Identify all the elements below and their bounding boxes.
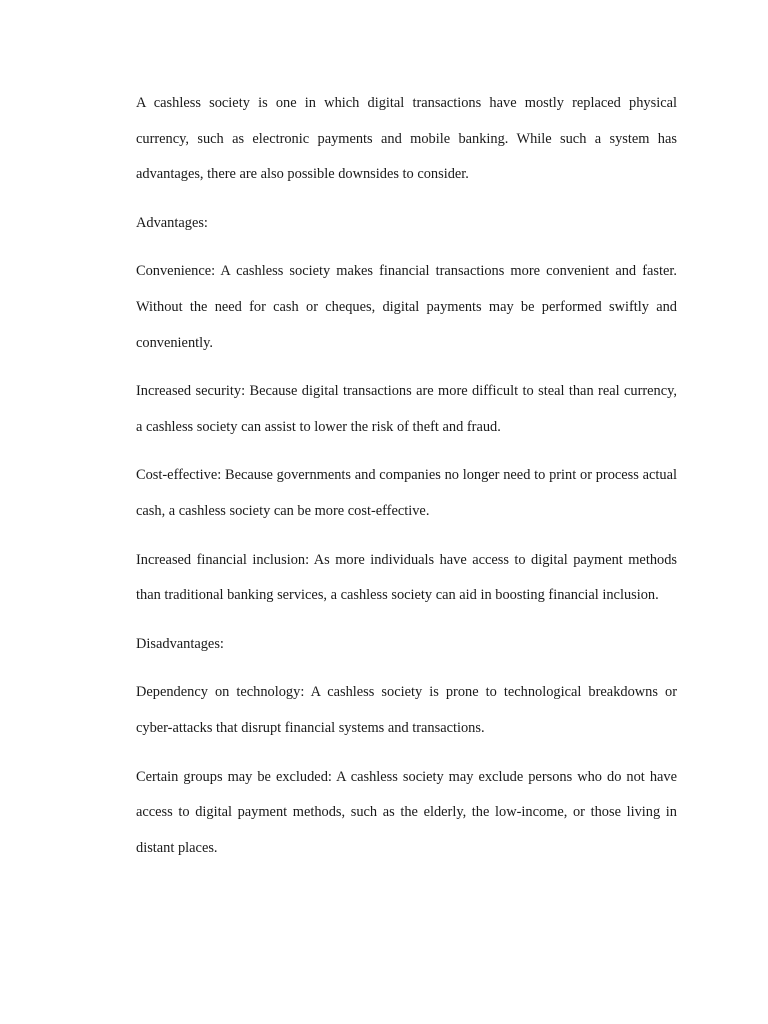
disadvantage-exclusion: Certain groups may be excluded: A cashless society may exclude persons who do not have access to digital payment methods, such as the elderly, the low-income, or those living in distant places. <box>136 768 677 856</box>
advantage-cost-effective: Cost-effective: Because governments and companies no longer need to print or process actual cash, a cashless society can be more cost-effective. <box>136 467 677 519</box>
advantage-financial-inclusion: Increased financial inclusion: As more individuals have access to digital payment methods than traditional banking services, a cashless society can aid in boosting financial inclusion. <box>136 551 677 604</box>
advantages-heading: Advantages: <box>136 214 208 231</box>
advantage-security: Increased security: Because digital transactions are more difficult to steal than real currency, a cashless society can assist to lower the risk of theft and fraud. <box>136 383 677 435</box>
advantage-convenience: Convenience: A cashless society makes financial transactions more convenient and faster. Without the need for cash or cheques, digital payments may be performed swiftly and conveniently. <box>136 263 677 351</box>
intro-paragraph: A cashless society is one in which digital transactions have mostly replaced physical currency, such as electronic payments and mobile banking. While such a system has advantages, there are also possible downsides to consider. <box>136 95 677 183</box>
document-body <box>136 86 677 879</box>
disadvantage-technology-dependency: Dependency on technology: A cashless society is prone to technological breakdowns or cyber-attacks that disrupt financial systems and transactions. <box>136 684 677 736</box>
disadvantages-heading: Disadvantages: <box>136 635 224 652</box>
